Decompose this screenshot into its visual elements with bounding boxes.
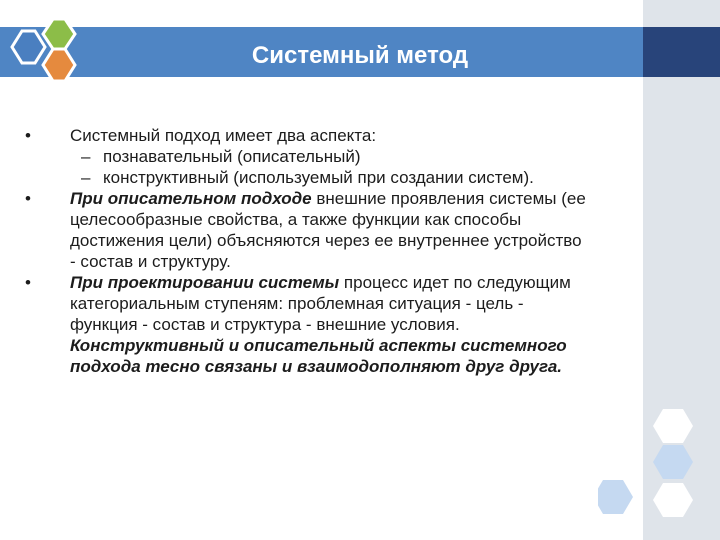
deco-hexagon	[598, 517, 633, 540]
dash-marker: –	[81, 168, 91, 187]
sub-item-1	[22, 146, 662, 167]
deco-hexagon	[598, 443, 633, 477]
conclusion-line-1: Конструктивный и описательный аспекты системного	[70, 336, 567, 355]
bullet-2	[22, 188, 662, 209]
bullet-marker: •	[25, 273, 31, 292]
bullet-1-text: Системный подход имеет два аспекта:	[70, 126, 377, 145]
slide-body	[22, 125, 662, 377]
bullet-marker: •	[25, 126, 31, 145]
conclusion-line-2: подхода тесно связаны и взаимодополняют друг друга.	[70, 357, 563, 376]
slide-title: Системный метод	[251, 42, 469, 69]
bullet-3-emphasis: При проектировании системы	[70, 273, 340, 292]
sub-item-2	[22, 167, 662, 188]
bullet-marker: •	[25, 189, 31, 208]
deco-hexagon	[653, 409, 693, 443]
deco-hexagon	[653, 445, 693, 479]
bullet-3	[22, 272, 662, 293]
bullet-3-line-2: категориальным ступеням: проблемная ситуация - цель -	[70, 294, 524, 313]
bullet-2-line-1: внешние проявления системы (ее	[311, 189, 586, 208]
bullet-1	[22, 125, 662, 146]
deco-hexagon	[598, 480, 633, 514]
bullet-2-line-3: достижения цели) объясняются через ее внутреннее устройство	[70, 231, 582, 250]
deco-hexagon	[653, 483, 693, 517]
bullet-3-line-1: процесс идет по следующим	[339, 273, 571, 292]
bullet-2-line-2: целесообразные свойства, а также функции как способы	[70, 210, 522, 229]
sub-item-1-text: познавательный (описательный)	[103, 147, 361, 166]
sub-item-2-text: конструктивный (используемый при создании систем).	[103, 168, 534, 187]
bullet-3-line-3: функция - состав и структура - внешние условия.	[70, 315, 460, 334]
bullet-2-line-4: - состав и структуру.	[70, 252, 231, 271]
decorative-hexagons-icon	[598, 405, 720, 540]
dash-marker: –	[81, 147, 91, 166]
bullet-2-emphasis: При описательном подходе	[70, 189, 312, 208]
